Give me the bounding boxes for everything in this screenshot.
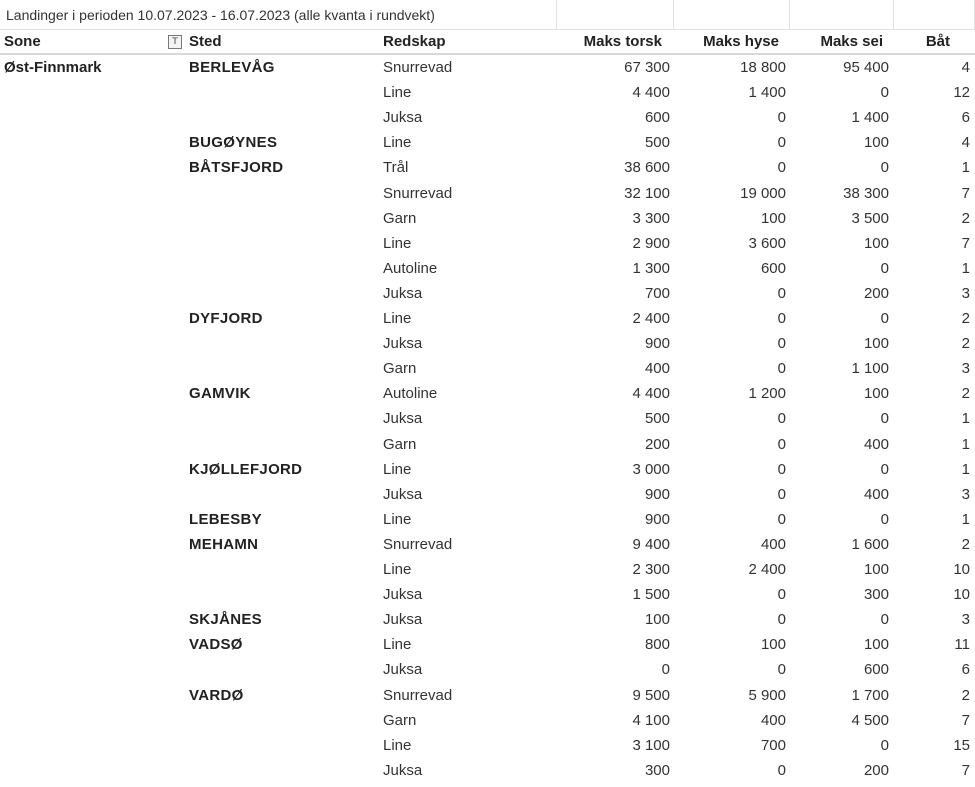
redskap-cell: Snurrevad <box>383 686 453 704</box>
report-title: Landinger i perioden 10.07.2023 - 16.07.2023 (alle kvanta i rundvekt) <box>6 7 435 23</box>
maks-torsk-cell: 67 300 <box>624 59 670 76</box>
redskap-cell: Autoline <box>383 259 438 277</box>
maks-hyse-cell: 0 <box>777 284 786 302</box>
maks-torsk-cell: 900 <box>644 510 670 528</box>
maks-hyse-cell: 0 <box>777 611 786 629</box>
table-row[interactable] <box>0 181 975 206</box>
table-row[interactable] <box>0 306 975 331</box>
table-row[interactable] <box>0 683 975 708</box>
maks-torsk-cell: 4 400 <box>632 84 670 102</box>
table-row[interactable] <box>0 507 975 532</box>
table-row[interactable] <box>0 632 975 657</box>
maks-torsk-cell: 700 <box>644 284 670 302</box>
table-row[interactable] <box>0 206 975 231</box>
maks-torsk-cell: 38 600 <box>624 159 670 177</box>
maks-hyse-cell: 0 <box>777 661 786 679</box>
maks-torsk-cell: 2 900 <box>632 234 670 252</box>
redskap-cell: Snurrevad <box>383 535 453 553</box>
column-header-row <box>0 31 975 55</box>
redskap-cell: Juksa <box>383 335 423 353</box>
redskap-cell: Garn <box>383 209 417 227</box>
maks-sei-cell: 100 <box>863 385 889 403</box>
redskap-cell: Juksa <box>383 284 423 302</box>
bat-cell: 7 <box>961 711 970 729</box>
sted-cell: VADSØ <box>189 636 243 654</box>
maks-sei-cell: 0 <box>880 84 889 102</box>
table-row[interactable] <box>0 381 975 406</box>
maks-sei-cell: 400 <box>863 435 889 453</box>
bat-cell: 1 <box>961 159 970 177</box>
maks-hyse-cell: 1 400 <box>748 84 786 102</box>
maks-sei-cell: 0 <box>880 410 889 428</box>
maks-torsk-cell: 500 <box>644 134 670 152</box>
redskap-cell: Line <box>383 736 412 754</box>
bat-cell: 6 <box>961 661 970 679</box>
bat-cell: 3 <box>961 611 970 629</box>
maks-torsk-cell: 1 500 <box>632 586 670 604</box>
empty-cell[interactable] <box>674 0 790 30</box>
bat-cell: 10 <box>953 561 970 578</box>
maks-sei-cell: 0 <box>880 259 889 277</box>
maks-hyse-cell: 0 <box>777 109 786 127</box>
table-row[interactable] <box>0 130 975 155</box>
maks-torsk-cell: 800 <box>644 636 670 654</box>
redskap-cell: Snurrevad <box>383 184 453 202</box>
bat-cell: 2 <box>961 686 970 704</box>
table-row[interactable] <box>0 80 975 105</box>
bat-cell: 4 <box>961 134 970 152</box>
maks-sei-cell: 600 <box>863 661 889 679</box>
redskap-cell: Line <box>383 510 412 528</box>
maks-sei-cell: 100 <box>863 134 889 152</box>
maks-sei-cell: 1 700 <box>851 686 889 704</box>
bat-cell: 2 <box>961 535 970 553</box>
maks-torsk-cell: 500 <box>644 410 670 428</box>
maks-torsk-cell: 100 <box>644 611 670 629</box>
table-row[interactable] <box>0 281 975 306</box>
maks-torsk-cell: 400 <box>644 360 670 378</box>
maks-hyse-cell: 0 <box>777 586 786 604</box>
maks-hyse-cell: 19 000 <box>740 184 786 202</box>
maks-hyse-cell: 600 <box>760 259 786 277</box>
table-row[interactable] <box>0 482 975 507</box>
maks-sei-cell: 3 500 <box>851 209 889 227</box>
table-row[interactable] <box>0 532 975 557</box>
maks-sei-cell: 95 400 <box>843 59 889 76</box>
bat-cell: 15 <box>953 736 970 754</box>
filter-icon[interactable]: T <box>168 35 182 49</box>
redskap-cell: Snurrevad <box>383 59 453 76</box>
empty-cell[interactable] <box>557 0 674 30</box>
maks-torsk-cell: 3 300 <box>632 209 670 227</box>
maks-hyse-cell: 100 <box>760 209 786 227</box>
bat-cell: 2 <box>961 310 970 327</box>
redskap-cell: Autoline <box>383 385 438 403</box>
maks-sei-cell: 0 <box>880 510 889 528</box>
maks-sei-cell: 4 500 <box>851 711 889 729</box>
redskap-cell: Garn <box>383 360 417 378</box>
redskap-cell: Juksa <box>383 109 423 127</box>
redskap-cell: Line <box>383 636 412 654</box>
maks-torsk-cell: 9 500 <box>632 686 670 704</box>
maks-hyse-cell: 0 <box>777 485 786 503</box>
bat-cell: 2 <box>961 385 970 403</box>
maks-sei-cell: 0 <box>880 611 889 629</box>
maks-hyse-cell: 400 <box>760 711 786 729</box>
bat-cell: 11 <box>954 636 970 654</box>
sted-cell: BÅTSFJORD <box>189 159 284 177</box>
maks-hyse-cell: 18 800 <box>740 59 786 76</box>
redskap-cell: Juksa <box>383 485 423 503</box>
maks-sei-cell: 1 600 <box>851 535 889 553</box>
sted-cell: KJØLLEFJORD <box>189 460 303 478</box>
maks-sei-cell: 100 <box>863 234 889 252</box>
maks-hyse-cell: 400 <box>760 535 786 553</box>
maks-torsk-cell: 4 100 <box>632 711 670 729</box>
bat-cell: 3 <box>961 360 970 378</box>
maks-sei-cell: 100 <box>863 636 889 654</box>
maks-sei-cell: 100 <box>863 561 889 578</box>
maks-hyse-cell: 0 <box>777 460 786 478</box>
bat-cell: 6 <box>961 109 970 127</box>
bat-cell: 1 <box>961 410 970 428</box>
maks-sei-cell: 0 <box>880 159 889 177</box>
table-row[interactable] <box>0 256 975 281</box>
maks-torsk-cell: 3 000 <box>632 460 670 478</box>
table-row[interactable] <box>0 657 975 682</box>
maks-sei-cell: 100 <box>863 335 889 353</box>
maks-torsk-cell: 900 <box>644 485 670 503</box>
maks-torsk-cell: 1 300 <box>632 259 670 277</box>
maks-sei-cell: 1 100 <box>851 360 889 378</box>
bat-cell: 7 <box>961 184 970 202</box>
maks-sei-cell: 0 <box>880 460 889 478</box>
maks-hyse-cell: 0 <box>777 360 786 378</box>
sted-cell: DYFJORD <box>189 310 263 327</box>
maks-sei-cell: 1 400 <box>851 109 889 127</box>
redskap-cell: Garn <box>383 435 417 453</box>
header-sted[interactable]: Sted <box>189 33 222 50</box>
bat-cell: 1 <box>961 510 970 528</box>
maks-sei-cell: 400 <box>863 485 889 503</box>
maks-torsk-cell: 32 100 <box>624 184 670 202</box>
empty-cell[interactable] <box>894 0 975 30</box>
maks-torsk-cell: 4 400 <box>632 385 670 403</box>
maks-sei-cell: 200 <box>863 284 889 302</box>
table-row[interactable] <box>0 708 975 733</box>
redskap-cell: Line <box>383 460 412 478</box>
maks-torsk-cell: 600 <box>644 109 670 127</box>
bat-cell: 12 <box>953 84 970 102</box>
table-row[interactable] <box>0 607 975 632</box>
maks-hyse-cell: 0 <box>777 410 786 428</box>
sone-cell: Øst-Finnmark <box>4 59 102 76</box>
sted-cell: LEBESBY <box>189 510 262 528</box>
table-row[interactable] <box>0 733 975 758</box>
redskap-cell: Juksa <box>383 410 423 428</box>
maks-sei-cell: 0 <box>880 310 889 327</box>
maks-torsk-cell: 2 400 <box>632 310 670 327</box>
redskap-cell: Juksa <box>383 661 423 679</box>
table-row[interactable] <box>0 105 975 130</box>
redskap-cell: Line <box>383 310 412 327</box>
maks-hyse-cell: 5 900 <box>748 686 786 704</box>
maks-hyse-cell: 0 <box>777 310 786 327</box>
bat-cell: 10 <box>953 586 970 604</box>
redskap-cell: Line <box>383 234 412 252</box>
sted-cell: BERLEVÅG <box>189 59 275 76</box>
table-row[interactable] <box>0 231 975 256</box>
sted-cell: SKJÅNES <box>189 611 262 629</box>
maks-sei-cell: 200 <box>863 761 889 779</box>
header-maks-sei[interactable]: Maks sei <box>820 33 883 50</box>
maks-sei-cell: 38 300 <box>843 184 889 202</box>
maks-torsk-cell: 9 400 <box>632 535 670 553</box>
bat-cell: 1 <box>961 460 970 478</box>
table-row[interactable] <box>0 758 975 783</box>
redskap-cell: Juksa <box>383 761 423 779</box>
bat-cell: 1 <box>961 435 970 453</box>
header-redskap[interactable]: Redskap <box>383 33 446 50</box>
redskap-cell: Line <box>383 134 412 152</box>
maks-hyse-cell: 0 <box>777 435 786 453</box>
maks-hyse-cell: 700 <box>760 736 786 754</box>
bat-cell: 2 <box>961 335 970 353</box>
header-maks-hyse[interactable]: Maks hyse <box>703 33 779 50</box>
maks-torsk-cell: 900 <box>644 335 670 353</box>
empty-cell[interactable] <box>790 0 894 30</box>
sted-cell: MEHAMN <box>189 535 259 553</box>
sted-cell: VARDØ <box>189 686 244 704</box>
bat-cell: 2 <box>961 209 970 227</box>
title-cell[interactable] <box>0 0 557 30</box>
table-row[interactable] <box>0 55 975 80</box>
table-row[interactable] <box>0 155 975 180</box>
maks-hyse-cell: 2 400 <box>748 561 786 578</box>
redskap-cell: Line <box>383 84 412 102</box>
maks-hyse-cell: 0 <box>777 159 786 177</box>
maks-hyse-cell: 0 <box>777 134 786 152</box>
bat-cell: 3 <box>961 284 970 302</box>
maks-torsk-cell: 0 <box>661 661 670 679</box>
table-row[interactable] <box>0 582 975 607</box>
table-row[interactable] <box>0 457 975 482</box>
maks-torsk-cell: 3 100 <box>632 736 670 754</box>
table-row[interactable] <box>0 432 975 457</box>
redskap-cell: Line <box>383 561 412 578</box>
table-row[interactable] <box>0 557 975 582</box>
maks-hyse-cell: 0 <box>777 761 786 779</box>
maks-torsk-cell: 200 <box>644 435 670 453</box>
maks-sei-cell: 0 <box>880 736 889 754</box>
redskap-cell: Juksa <box>383 586 423 604</box>
table-row[interactable] <box>0 356 975 381</box>
sted-cell: GAMVIK <box>189 385 251 403</box>
bat-cell: 4 <box>961 59 970 76</box>
maks-hyse-cell: 100 <box>760 636 786 654</box>
header-maks-torsk[interactable]: Maks torsk <box>583 33 662 50</box>
bat-cell: 7 <box>961 234 970 252</box>
maks-hyse-cell: 0 <box>777 335 786 353</box>
redskap-cell: Garn <box>383 711 417 729</box>
header-sone[interactable]: Sone <box>4 33 41 50</box>
bat-cell: 1 <box>961 259 970 277</box>
table-row[interactable] <box>0 406 975 431</box>
maks-torsk-cell: 2 300 <box>632 561 670 578</box>
maks-hyse-cell: 0 <box>777 510 786 528</box>
maks-hyse-cell: 1 200 <box>748 385 786 403</box>
maks-sei-cell: 300 <box>863 586 889 604</box>
redskap-cell: Trål <box>383 159 409 177</box>
header-bat[interactable]: Båt <box>925 33 950 50</box>
redskap-cell: Juksa <box>383 611 423 629</box>
maks-hyse-cell: 3 600 <box>748 234 786 252</box>
bat-cell: 3 <box>961 485 970 503</box>
title-row <box>0 0 975 31</box>
maks-torsk-cell: 300 <box>644 761 670 779</box>
sted-cell: BUGØYNES <box>189 134 278 152</box>
bat-cell: 7 <box>961 761 970 779</box>
table-row[interactable] <box>0 331 975 356</box>
